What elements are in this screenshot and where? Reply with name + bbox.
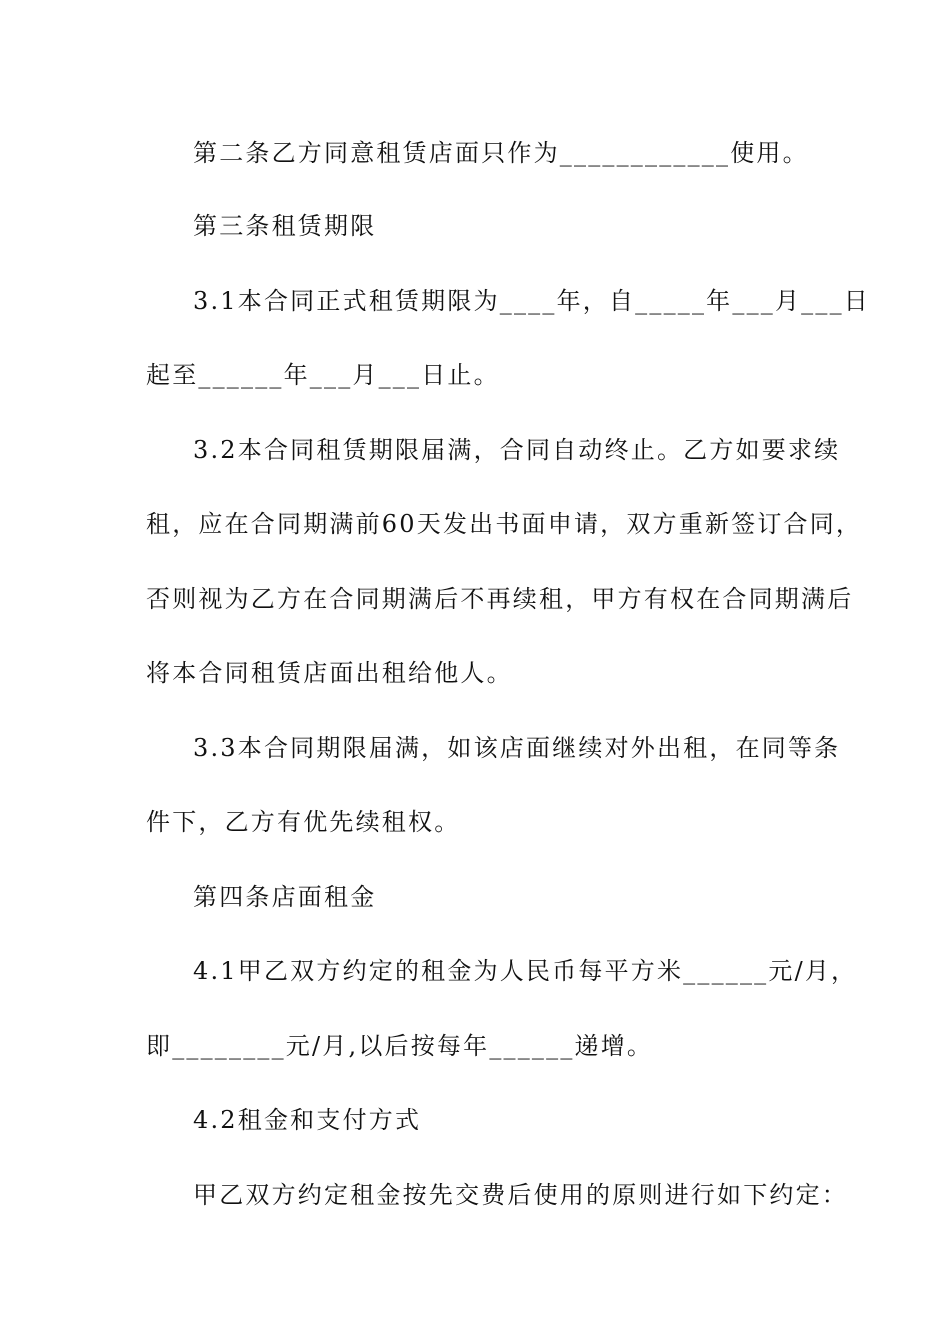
paragraph-3-1-line-2: 起至______年___月___日止。 [146,361,500,389]
paragraph-3-3-line-1: 3.3本合同期限届满，如该店面继续对外出租，在同等条 [193,734,841,762]
paragraph-article-2: 第二条乙方同意租赁店面只作为____________使用。 [193,139,809,167]
paragraph-4-1-line-2: 即________元/月,以后按每年______递增。 [146,1032,654,1060]
paragraph-4-2-text: 甲乙双方约定租金按先交费后使用的原则进行如下约定： [193,1181,848,1209]
heading-article-4: 第四条店面租金 [193,883,377,911]
paragraph-3-3-line-2: 件下，乙方有优先续租权。 [146,808,461,836]
heading-article-3: 第三条租赁期限 [193,212,377,240]
paragraph-3-2-line-3: 否则视为乙方在合同期满后不再续租，甲方有权在合同期满后 [146,585,854,613]
paragraph-3-2-line-2: 租，应在合同期满前60天发出书面申请，双方重新签订合同， [146,510,863,538]
paragraph-3-2-line-1: 3.2本合同租赁期限届满，合同自动终止。乙方如要求续 [193,436,841,464]
paragraph-3-1-line-1: 3.1本合同正式租赁期限为____年，自_____年___月___日 [193,287,870,315]
paragraph-4-1-line-1: 4.1甲乙双方约定的租金为人民币每平方米______元/月， [193,957,858,985]
heading-4-2: 4.2租金和支付方式 [193,1106,422,1134]
paragraph-3-2-line-4: 将本合同租赁店面出租给他人。 [146,659,513,687]
